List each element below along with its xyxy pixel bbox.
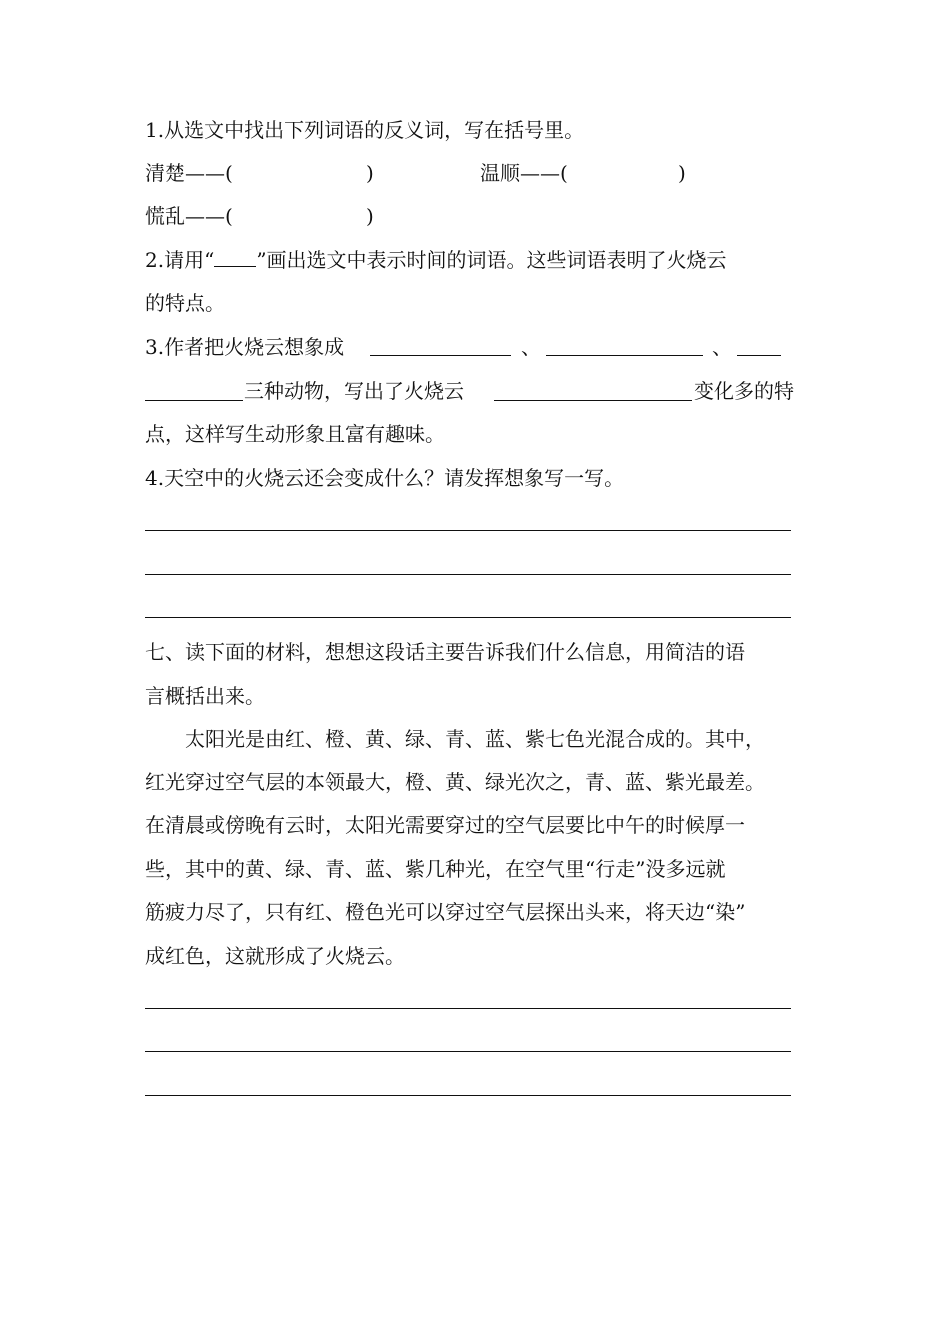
q4-answer-line-1[interactable] — [145, 530, 791, 531]
q4-answer-line-3[interactable] — [145, 617, 791, 618]
q1-prompt: 1.从选文中找出下列词语的反义词，写在括号里。 — [145, 118, 585, 142]
q1-item2-word: 温顺——( — [480, 161, 568, 185]
q3-blank-3b[interactable] — [145, 400, 243, 401]
section7-answer-line-2[interactable] — [145, 1051, 791, 1052]
q1-item1-close: ) — [366, 161, 374, 185]
q3-sep1: 、 — [521, 335, 541, 359]
section7-heading-line2: 言概括出来。 — [145, 684, 265, 708]
q4-prompt: 4.天空中的火烧云还会变成什么？请发挥想象写一写。 — [145, 466, 625, 490]
q1-item3-word: 慌乱——( — [145, 204, 233, 228]
q3-blank-1[interactable] — [370, 355, 511, 356]
section7-answer-line-1[interactable] — [145, 1008, 791, 1009]
passage-line-5: 筋疲力尽了，只有红、橙色光可以穿过空气层探出头来，将天边“染” — [145, 900, 746, 924]
q3-line2-mid: 三种动物，写出了火烧云 — [244, 379, 464, 403]
q4-answer-line-2[interactable] — [145, 574, 791, 575]
q1-item1-word: 清楚——( — [145, 161, 233, 185]
q2-line1 — [145, 247, 727, 273]
passage-line-6: 成红色，这就形成了火烧云。 — [145, 944, 405, 968]
q3-line3: 点，这样写生动形象且富有趣味。 — [145, 422, 445, 446]
q2-line2: 的特点。 — [145, 291, 225, 315]
q3-blank-4[interactable] — [494, 400, 692, 401]
q3-line2-end: 变化多的特 — [694, 379, 794, 403]
section7-answer-line-3[interactable] — [145, 1095, 791, 1096]
q3-blank-3a[interactable] — [737, 355, 781, 356]
passage-line-1: 太阳光是由红、橙、黄、绿、青、蓝、紫七色光混合成的。其中， — [185, 727, 765, 751]
q3-line1-start: 3.作者把火烧云想象成 — [145, 335, 345, 359]
q3-blank-2[interactable] — [546, 355, 703, 356]
q2-part2: ”画出选文中表示时间的词语。这些词语表明了火烧云 — [256, 248, 727, 272]
q2-blank[interactable] — [214, 248, 256, 267]
passage-line-2: 红光穿过空气层的本领最大，橙、黄、绿光次之，青、蓝、紫光最差。 — [145, 770, 765, 794]
q1-item2-close: ) — [678, 161, 686, 185]
passage-line-3: 在清晨或傍晚有云时，太阳光需要穿过的空气层要比中午的时候厚一 — [145, 813, 745, 837]
passage-line-4: 些，其中的黄、绿、青、蓝、紫几种光，在空气里“行走”没多远就 — [145, 857, 726, 881]
section7-heading-line1: 七、读下面的材料，想想这段话主要告诉我们什么信息，用简洁的语 — [145, 640, 745, 664]
q3-sep2: 、 — [712, 335, 732, 359]
q2-part1: 2.请用“ — [145, 248, 215, 272]
q1-item3-close: ) — [366, 204, 374, 228]
